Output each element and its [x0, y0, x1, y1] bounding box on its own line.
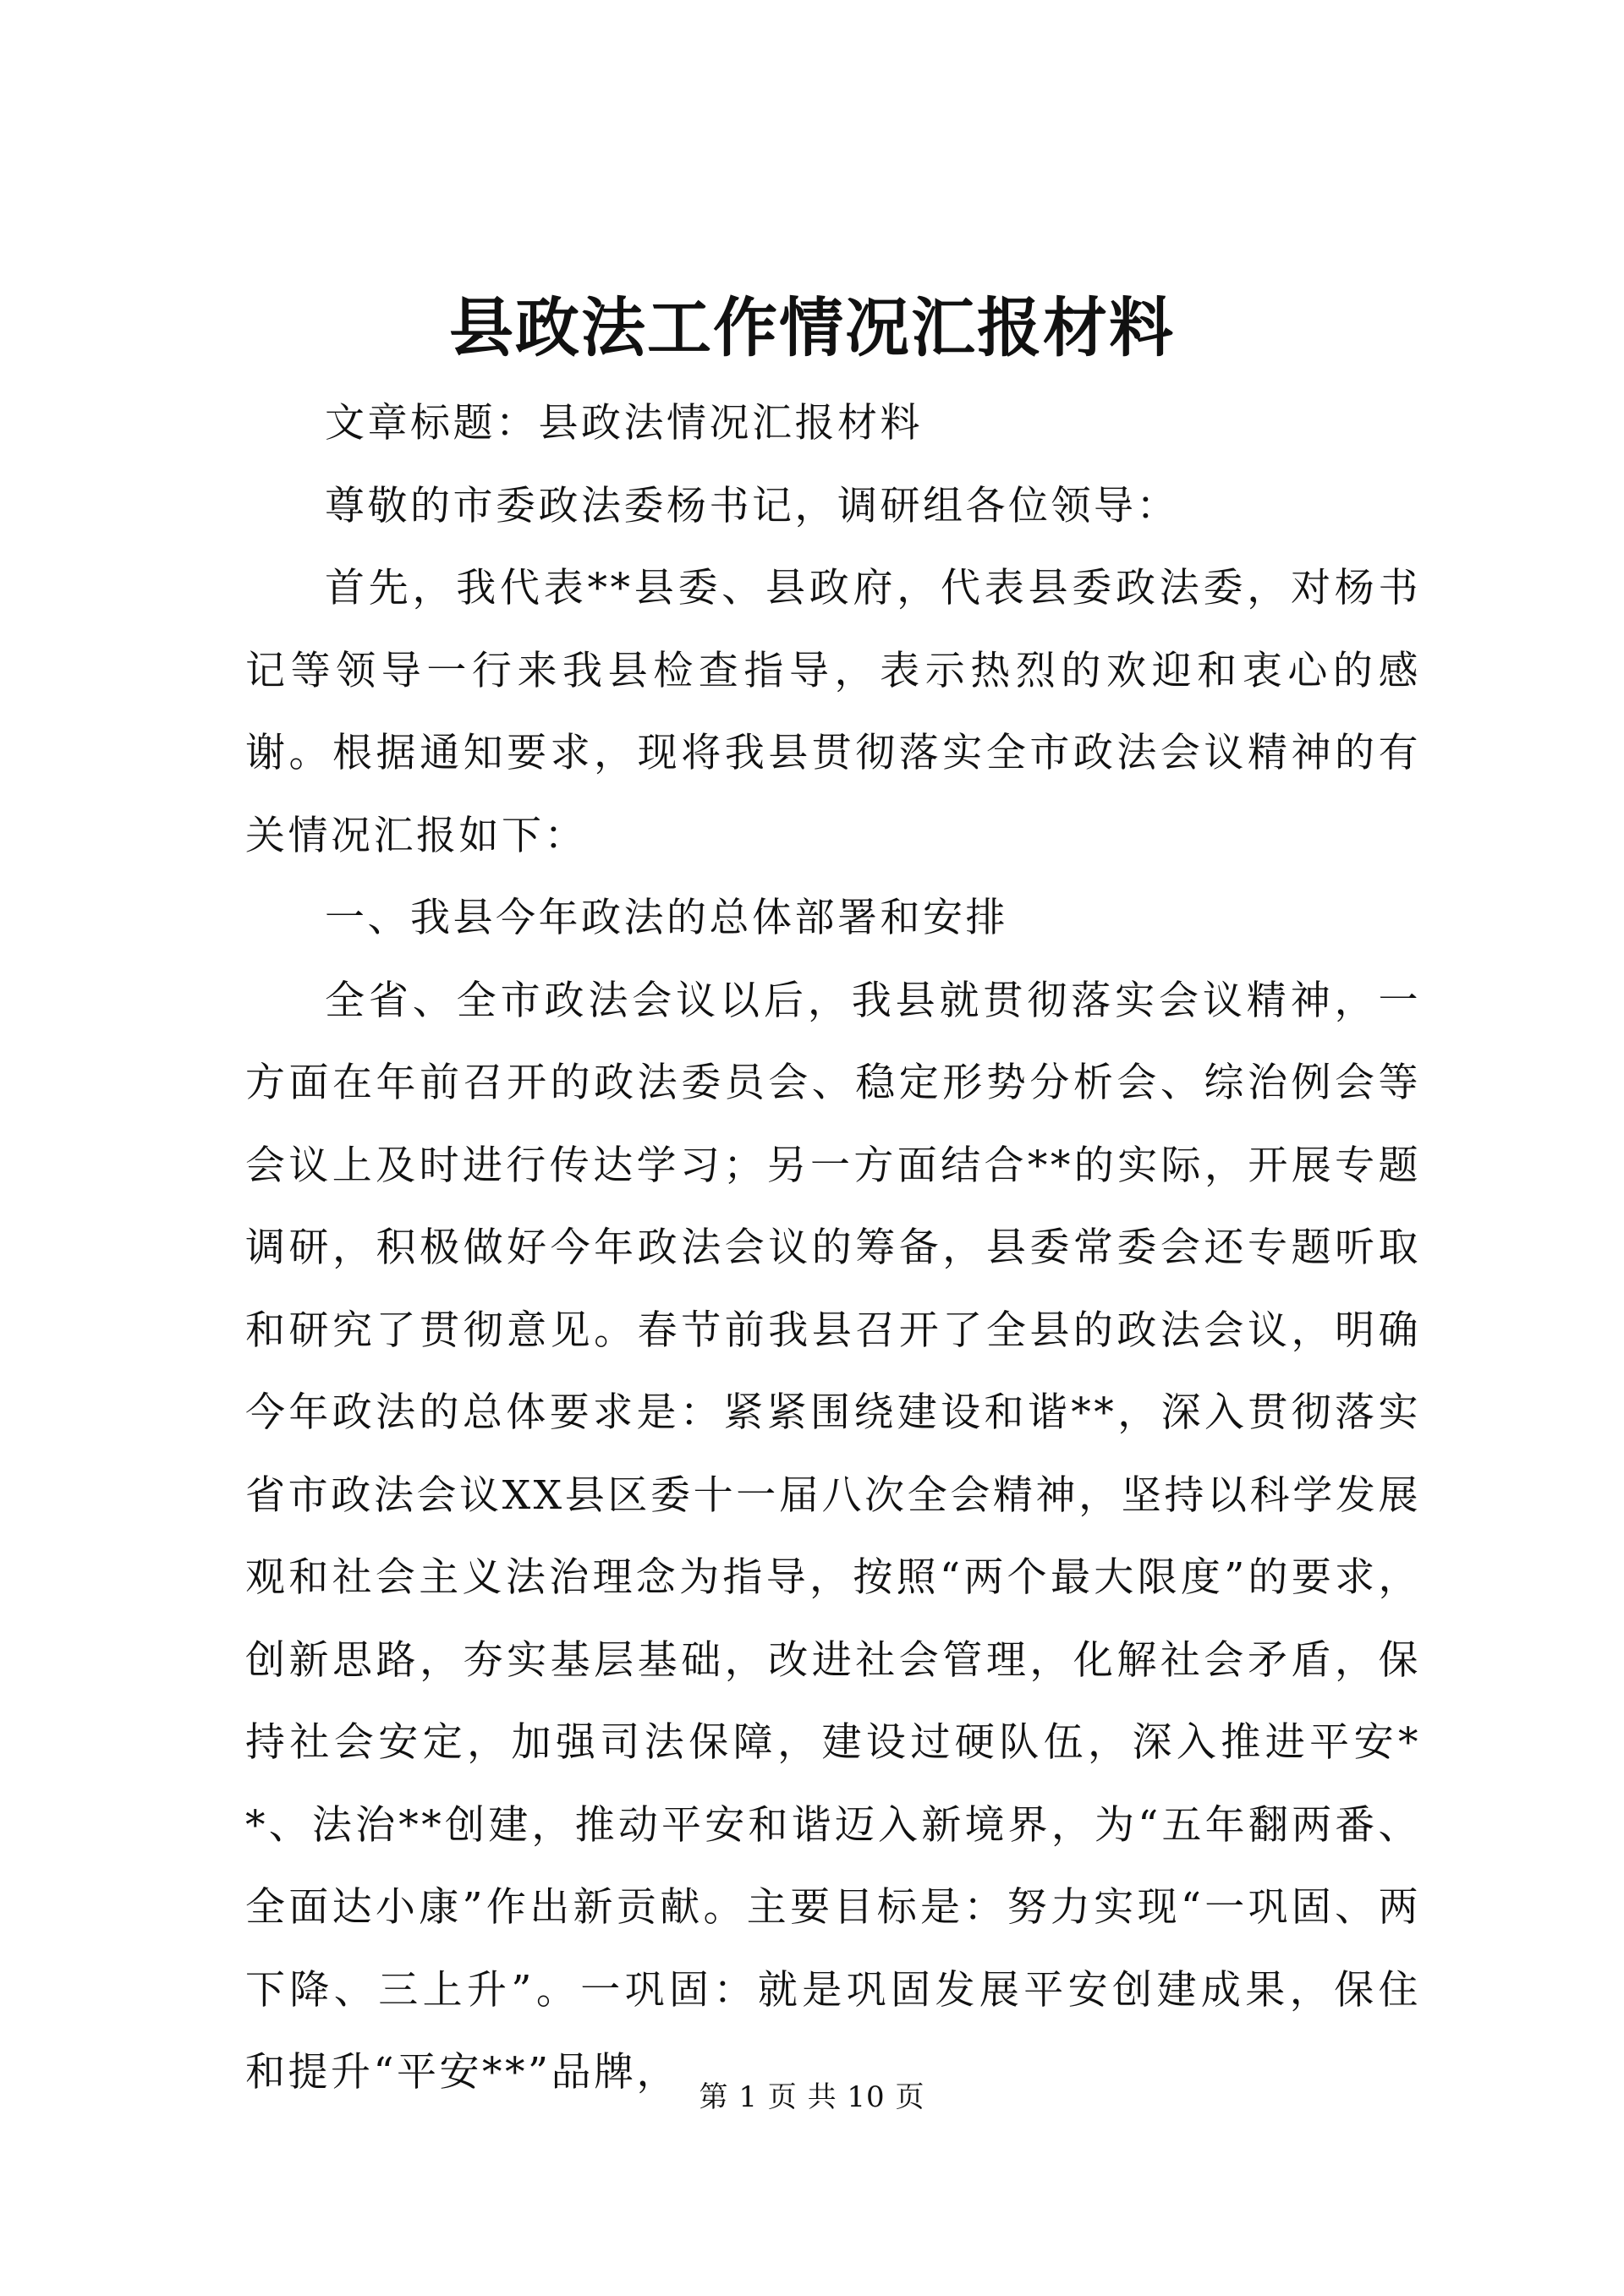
- document-body: [245, 382, 1421, 2114]
- opening-paragraph: 首先，我代表**县委、县政府，代表县委政法委，对杨书记等领导一行来我县检查指导，表示热烈的欢迎和衷心的感谢。根据通知要求，现将我县贯彻落实全市政法会议精神的有关情况汇报如下：: [245, 565, 1421, 859]
- body-paragraph: 全省、全市政法会议以后，我县就贯彻落实会议精神，一方面在年前召开的政法委员会、稳定形势分析会、综治例会等会议上及时进行传达学习；另一方面结合**的实际，开展专题调研，积极做好今年政法会议的筹备，县委常委会还专题听取和研究了贯彻意见。春节前我县召开了全县的政法会议，明确今年政法的总体要求是：紧紧围绕建设和谐**，深入贯彻落实省市政法会议XX县区委十一届八次全会精神，坚持以科学发展观和社会主义法治理念为指导，按照“两个最大限度”的要求，创新思路，夯实基层基础，改进社会管理，化解社会矛盾，保持社会安定，加强司法保障，建设过硬队伍，深入推进平安**、法治**创建，推动平安和谐迈入新境界，为“五年翻两番、全面达小康”作出新贡献。主要目标是：努力实现“一巩固、两下降、三上升”。一巩固：就是巩固发展平安创建成果，保住和提升“平安**”品牌，: [245, 977, 1421, 2096]
- article-title-line: 文章标题：县政法情况汇报材料: [325, 400, 923, 447]
- section-heading-1: 一、我县今年政法的总体部署和安排: [325, 895, 1008, 941]
- salutation-paragraph: 尊敬的市委政法委杨书记，调研组各位领导：: [325, 482, 1179, 529]
- document-title: 县政法工作情况汇报材料: [449, 290, 1175, 365]
- page-footer: 第 1 页 共 10 页: [699, 2080, 925, 2114]
